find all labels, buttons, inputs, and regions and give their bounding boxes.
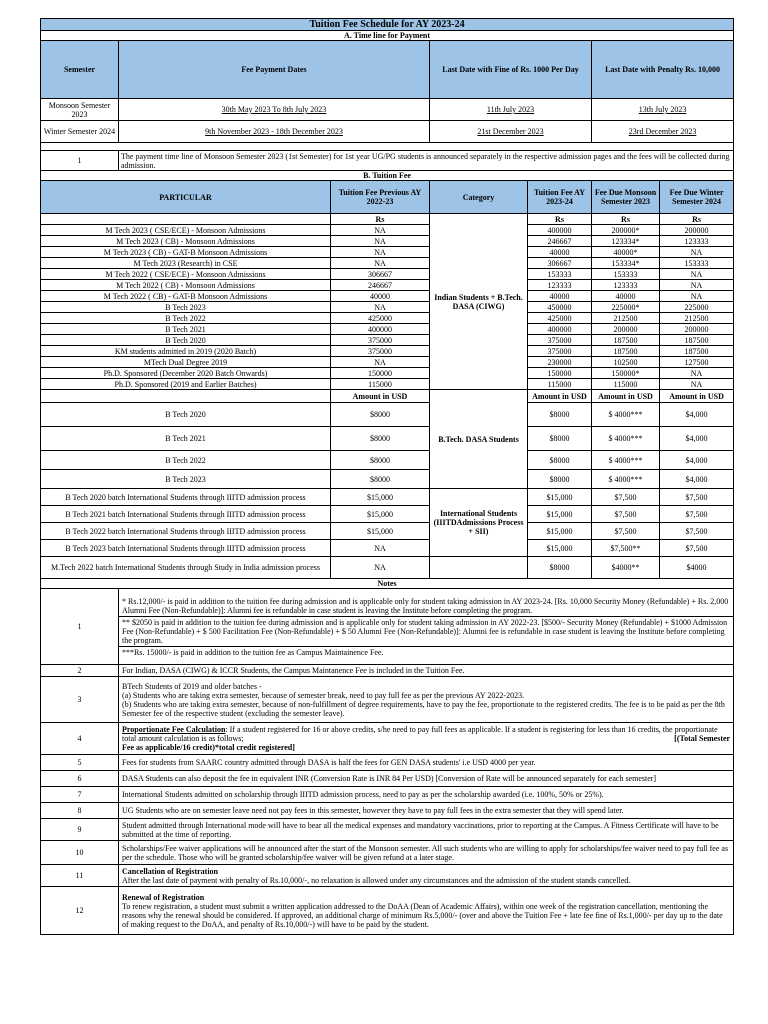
usd-unit-row: Amount in USD B.Tech. DASA Students Amount in USD Amount in USD Amount in USD <box>41 390 734 403</box>
section-a-label: A. Time line for Payment <box>41 31 734 41</box>
notes-label: Notes <box>41 579 734 589</box>
col-winter-due: Fee Due Winter Semester 2024 <box>660 181 734 214</box>
note-row: 12 Renewal of Registration To renew registration, a student must submit a written application addressed to the DoAA (Dean of Academic Affairs), within one week of the registration cancellation, mentioning the reasons why the renewal should be considered. If approved, an additional charge of minimum Rs.5,000/- (over and above the Tuition Fee + late fee fine of Rs.1,000/- per day up to the date of making request to the DoAA, and penalty of Rs.10,000/-) will have to be paid by the student. <box>41 887 734 935</box>
table-row: Ph.D. Sponsored (2019 and Earlier Batches) 115000 115000 115000 NA <box>41 379 734 390</box>
note-row: 8 UG Students who are on semester leave need not pay fees in this semester, however they have to pay full fees in the extra semester that they will spend later. <box>41 803 734 819</box>
table-row: M Tech 2023 (Research) in CSE NA 306667 153334* 153333 <box>41 258 734 269</box>
col-fine-date: Last Date with Fine of Rs. 1000 Per Day <box>430 41 592 99</box>
timeline-row: Winter Semester 2024 9th November 2023 - 18th December 2023 21st December 2023 23rd December 2023 <box>41 121 734 143</box>
col-semester: Semester <box>41 41 119 99</box>
col-monsoon-due: Fee Due Monsoon Semester 2023 <box>592 181 660 214</box>
table-row: B Tech 2022 batch International Students through IIITD admission process $15,000 $15,000 $7,500 $7,500 <box>41 523 734 540</box>
table-row: B Tech 2023 $8000 $8000 $ 4000*** $4,000 <box>41 470 734 489</box>
note-row: 1 * Rs.12,000/- is paid in addition to the tuition fee during admission and is applicable only for student taking admission in AY 2023-24. [Rs. 10,000 Security Money (Refundable) + Rs. 2,000 Alumni Fee (Non-Refundable)]: Alumni fee is refundable in case student is leaving the Institute before completing the program. ** $2050 is paid in addition to the tuition fee during admission and is applicable only for student taking admission in AY 2022-23. [$500/- Security Money (Refundable) + $1000 Admission Fee (Non-Refundable) + $ 500 Facilitation Fee (Non-Refundable) + $ 50 Alumni Fee (Non-Refundable)]: Alumni fee is refundable in case student is leaving the Institute before completing the program. ***Rs. 15000/- is paid in addition to the tuition fee as Campus Maintainence Fee. <box>41 589 734 665</box>
table-row: B Tech 2021 batch International Students through IIITD admission process $15,000 $15,000 $7,500 $7,500 <box>41 506 734 523</box>
col-penalty-date: Last Date with Penalty Rs. 10,000 <box>592 41 734 99</box>
note-row: 2 For Indian, DASA (CIWG) & ICCR Students, the Campus Maintanence Fee is included in the Tuition Fee. <box>41 665 734 677</box>
table-row: B Tech 2020 375000 375000 187500 187500 <box>41 335 734 346</box>
unit-row: Rs Indian Students + B.Tech. DASA (CIWG) Rs Rs Rs <box>41 214 734 225</box>
table-row: B Tech 2022 425000 425000 212500 212500 <box>41 313 734 324</box>
page-title: Tuition Fee Schedule for AY 2023-24 <box>41 19 734 31</box>
table-row: M Tech 2023 ( CSE/ECE) - Monsoon Admissions NA 400000 200000* 200000 <box>41 225 734 236</box>
table-row: M Tech 2022 ( CB) - GAT-B Monsoon Admissions 40000 40000 40000 NA <box>41 291 734 302</box>
fee-schedule-sheet <box>40 18 733 935</box>
col-fee-payment-dates: Fee Payment Dates <box>119 41 430 99</box>
category-indian: Indian Students + B.Tech. DASA (CIWG) <box>430 214 528 390</box>
table-row: B Tech 2023 batch International Students through IIITD admission process NA $15,000 $7,500** $7,500 <box>41 540 734 557</box>
fee-header-row <box>41 181 734 214</box>
note-row: 10 Scholarships/Fee waiver applications will be announced after the start of the Monsoon semester. All such students who are willing to apply for scholarships/fee waiver need to pay full fee as per the schedule. Those who will be granted scholarship/fee waiver will be given refund at a later stage. <box>41 841 734 865</box>
table-row: M.Tech 2022 batch International Students through Study in India admission process NA $8000 $4000** $4000 <box>41 557 734 579</box>
timeline-header-row <box>41 41 734 99</box>
col-prev-fee: Tuition Fee Previous AY 2022-23 <box>331 181 430 214</box>
note-row: 9 Student admitted through International mode will have to bear all the medical expenses and mandatory vaccinations, prior to reporting at the Campus. A Fitness Certificate will have to be submitted at the time of reporting. <box>41 819 734 841</box>
fee-schedule-table <box>40 18 734 935</box>
category-dasa: B.Tech. DASA Students <box>430 390 528 489</box>
table-row: B Tech 2020 $8000 $8000 $ 4000*** $4,000 <box>41 403 734 427</box>
note-row: 6 DASA Students can also deposit the fee in equivalent INR (Conversion Rate is INR 84 Per USD) [Conversion of Rate will be announced separately for each semester] <box>41 771 734 787</box>
col-particular: PARTICULAR <box>41 181 331 214</box>
col-category: Category <box>430 181 528 214</box>
table-row: M Tech 2023 ( CB) - Monsoon Admissions NA 246667 123334* 123333 <box>41 236 734 247</box>
table-row: M Tech 2023 ( CB) - GAT-B Monsoon Admissions NA 40000 40000* NA <box>41 247 734 258</box>
col-fee-2023-24: Tuition Fee AY 2023-24 <box>528 181 592 214</box>
table-row: B Tech 2021 $8000 $8000 $ 4000*** $4,000 <box>41 427 734 451</box>
note-row: 5 Fees for students from SAARC country admitted through DASA is half the fees for GEN DASA students' i.e USD 4000 per year. <box>41 755 734 771</box>
table-row: M Tech 2022 ( CSE/ECE) - Monsoon Admissions 306667 153333 153333 NA <box>41 269 734 280</box>
timeline-note-row: 1 The payment time line of Monsoon Semester 2023 (1st Semester) for 1st year UG/PG students is announced separately in the respective admission pages and the fees will be collected during admission. <box>41 151 734 171</box>
spacer-row <box>41 143 734 151</box>
table-row: MTech Dual Degree 2019 NA 230000 102500 127500 <box>41 357 734 368</box>
note-row: 4 Proportionate Fee Calculation: If a student registered for 16 or above credits, s/he need to pay full fees as applicable. If a student is registering for less than 16 credits, the proportionate total amount calculation is as follows; [(Total Semester Fee as applicable/16 credit)*total credit registered] <box>41 723 734 755</box>
note-row: 3 BTech Students of 2019 and older batches - (a) Students who are taking extra semester, because of semester break, need to pay full fee as per the previous AY 2022-2023. (b) Students who are taking extra semester, because of non-fulfillment of degree requirements, have to pay the fee, proportionate to the registered credits. The fee is to be paid as per the 8th Semester fee of the respective student (excluding the semester leave). <box>41 677 734 723</box>
note-row: 11 Cancellation of Registration After the last date of payment with penalty of Rs.10,000/-, no relaxation is allowed under any circumstances and the admission of the student stands cancelled. <box>41 865 734 887</box>
table-row: M Tech 2022 ( CB) - Monsoon Admissions 246667 123333 123333 NA <box>41 280 734 291</box>
table-row: B Tech 2020 batch International Students through IIITD admission process $15,000 International Students (IIITDAdmissions Process + SII) $15,000 $7,500 $7,500 <box>41 489 734 506</box>
timeline-row: Monsoon Semester 2023 30th May 2023 To 8th July 2023 11th July 2023 13th July 2023 <box>41 99 734 121</box>
table-row: B Tech 2023 NA 450000 225000* 225000 <box>41 302 734 313</box>
table-row: Ph.D. Sponsored (December 2020 Batch Onwards) 150000 150000 150000* NA <box>41 368 734 379</box>
table-row: B Tech 2022 $8000 $8000 $ 4000*** $4,000 <box>41 451 734 470</box>
table-row: B Tech 2021 400000 400000 200000 200000 <box>41 324 734 335</box>
category-international: International Students (IIITDAdmissions Process + SII) <box>430 489 528 557</box>
section-b-label: B. Tuition Fee <box>41 171 734 181</box>
note-row: 7 International Students admitted on scholarship through IIITD admission process, need to pay as per the scholarship awarded (i.e. 100%, 50% or 25%). <box>41 787 734 803</box>
table-row: KM students admitted in 2019 (2020 Batch) 375000 375000 187500 187500 <box>41 346 734 357</box>
